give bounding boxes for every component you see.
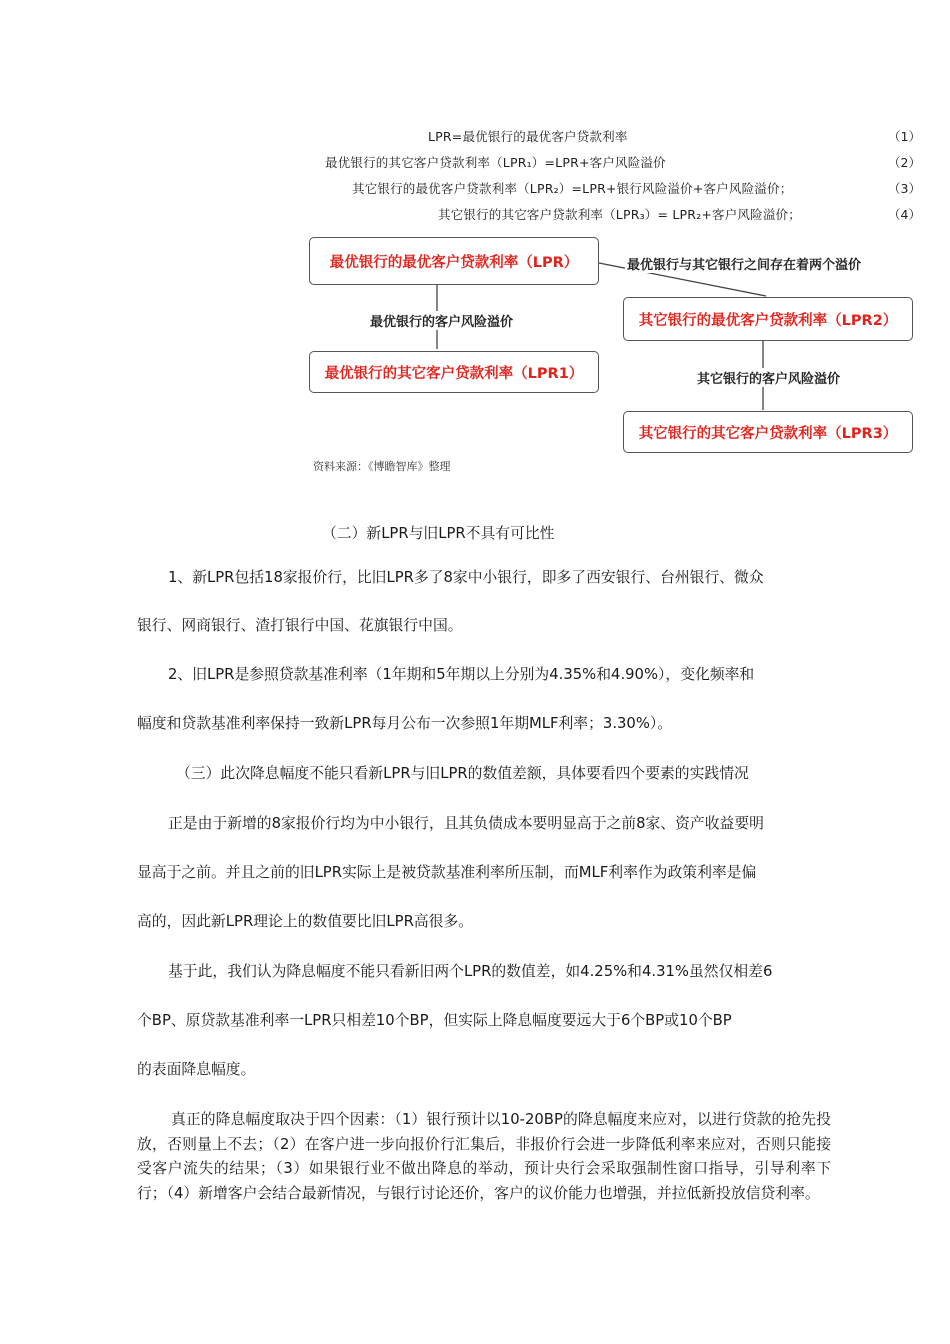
label-two-premiums: 最优银行与其它银行之间存在着两个溢价 (625, 254, 863, 273)
formula-1-number: （1） (888, 129, 921, 144)
paragraph-4-line-2: 个BP、原贷款基准利率一LPR只相差10个BP，但实际上降息幅度要远大于6个BP或10个BP (137, 1012, 732, 1029)
paragraph-2-line-1: 2、旧LPR是参照贷款基准利率（1年期和5年期以上分别为4.35%和4.90%），变化频率和 (168, 666, 755, 683)
paragraph-5: 真正的降息幅度取决于四个因素：（1）银行预计以10-20BP的降息幅度来应对，以进行贷款的抢先投放，否则量上不去；（2）在客户进一步向报价行汇集后，非报价行会进一步降低利率来应对，否则只能接受客户流失的结果；（3）如果银行业不做出降息的举动，预计央行会采取强制性窗口指导，引导利率下行；（4）新增客户会结合最新情况，与银行讨论还价，客户的议价能力也增强，并拉低新投放信贷利率。 (137, 1111, 831, 1202)
box-lpr3: 其它银行的其它客户贷款利率（LPR3） (623, 411, 913, 453)
formula-2: 最优银行的其它客户贷款利率（LPR₁）=LPR+客户风险溢价 (325, 155, 666, 170)
formula-3-number: （3） (888, 181, 921, 196)
heading-section-2: （二）新LPR与旧LPR不具有可比性 (322, 525, 555, 542)
box-lpr: 最优银行的最优客户贷款利率（LPR） (309, 237, 599, 285)
formula-1: LPR=最优银行的最优客户贷款利率 (428, 129, 628, 144)
paragraph-2-line-2: 幅度和贷款基准利率保持一致新LPR每月公布一次参照1年期MLF利率；3.30%）。 (137, 715, 673, 732)
formula-2-number: （2） (888, 155, 921, 170)
paragraph-3-line-2: 显高于之前。并且之前的旧LPR实际上是被贷款基准利率所压制，而MLF利率作为政策利率是偏 (137, 864, 757, 881)
source-note: 资料来源：《博瞻智库》整理 (313, 460, 451, 473)
paragraph-3-line-1: 正是由于新增的8家报价行均为中小银行，且其负债成本要明显高于之前8家、资产收益要明 (168, 815, 764, 832)
formula-4: 其它银行的其它客户贷款利率（LPR₃）= LPR₂+客户风险溢价； (438, 207, 801, 222)
paragraph-1-line-1: 1、新LPR包括18家报价行，比旧LPR多了8家中小银行，即多了西安银行、台州银行、微众 (168, 569, 764, 586)
box-lpr2: 其它银行的最优客户贷款利率（LPR2） (623, 297, 913, 341)
label-best-client-premium: 最优银行的客户风险溢价 (368, 311, 515, 330)
formula-4-number: （4） (888, 207, 921, 222)
box-lpr1: 最优银行的其它客户贷款利率（LPR1） (309, 351, 599, 393)
paragraph-4-line-3: 的表面降息幅度。 (137, 1061, 256, 1078)
paragraph-1-line-2: 银行、网商银行、渣打银行中国、花旗银行中国。 (137, 617, 463, 634)
heading-section-3: （三）此次降息幅度不能只看新LPR与旧LPR的数值差额，具体要看四个要素的实践情况 (176, 765, 749, 782)
formula-3: 其它银行的最优客户贷款利率（LPR₂）=LPR+银行风险溢价+客户风险溢价； (352, 181, 793, 196)
paragraph-4-line-1: 基于此，我们认为降息幅度不能只看新旧两个LPR的数值差，如4.25%和4.31%虽然仅相差6 (168, 963, 773, 980)
label-other-client-premium: 其它银行的客户风险溢价 (695, 368, 842, 387)
paragraph-3-line-3: 高的，因此新LPR理论上的数值要比旧LPR高很多。 (137, 913, 474, 930)
